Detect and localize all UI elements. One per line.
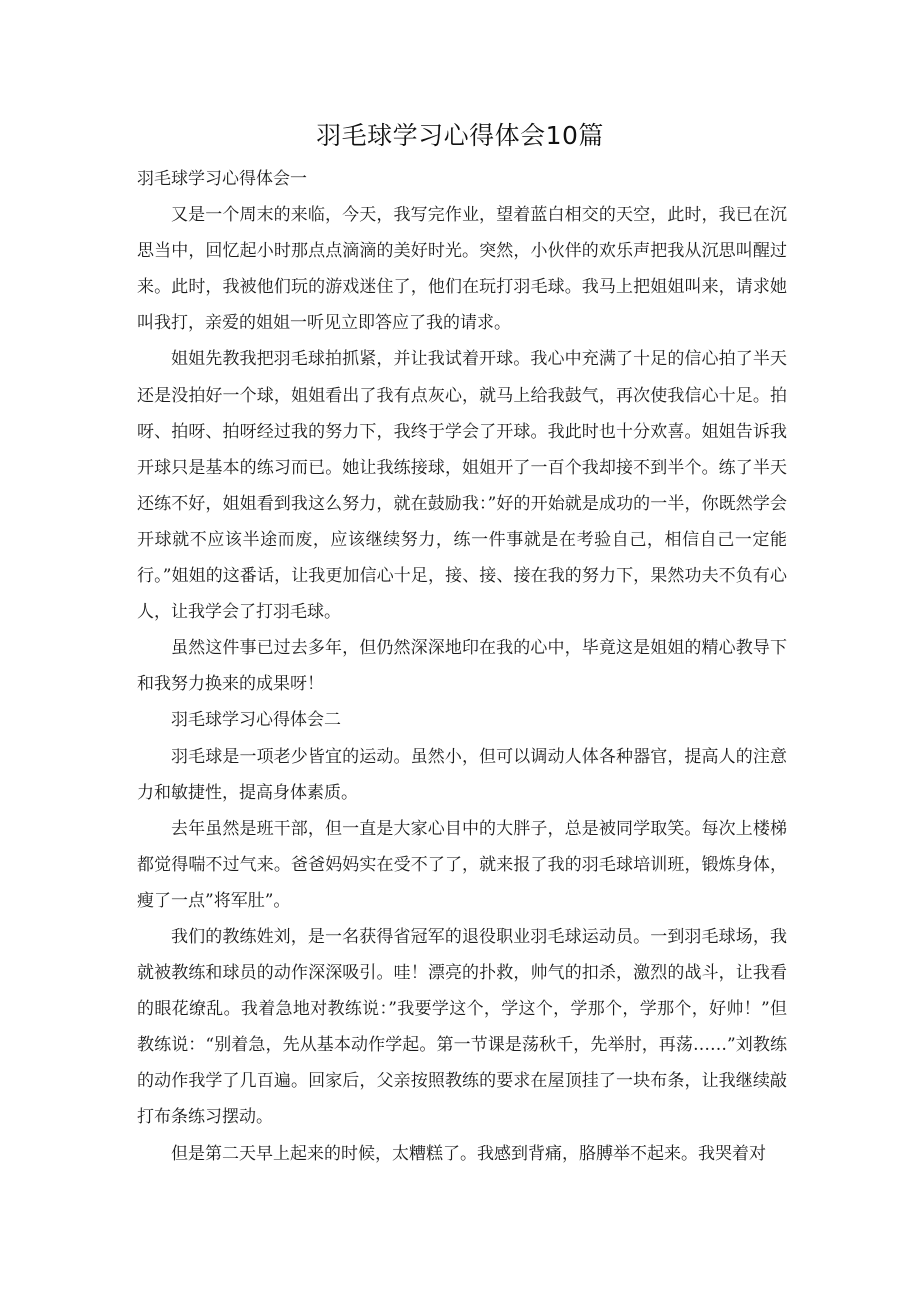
paragraph: 姐姐先教我把羽毛球拍抓紧，并让我试着开球。我心中充满了十足的信心拍了半天还是没拍好一个球，姐姐看出了我有点灰心，就马上给我鼓气，再次使我信心十足。拍呀、拍呀、拍呀经过我的努力下，我终于学会了开球。我此时也十分欢喜。姐姐告诉我开球只是基本的练习而已。她让我练接球，姐姐开了一百个我却接不到半个。练了半天还练不好，姐姐看到我这么努力，就在鼓励我：”好的开始就是成功的一半，你既然学会开球就不应该半途而废，应该继续努力，练一件事就是在考验自己，相信自己一定能行。”姐姐的这番话，让我更加信心十足，接、接、接在我的努力下，果然功夫不负有心人，让我学会了打羽毛球。 <box>137 349 787 623</box>
document-title: 羽毛球学习心得体会10篇 <box>316 121 604 150</box>
paragraph: 虽然这件事已过去多年，但仍然深深地印在我的心中，毕竟这是姐姐的精心教导下和我努力换来的成果呀！ <box>137 638 787 695</box>
paragraph: 又是一个周末的来临，今天，我写完作业，望着蓝白相交的天空，此时，我已在沉思当中，回忆起小时那点点滴滴的美好时光。突然，小伙伴的欢乐声把我从沉思叫醒过来。此时，我被他们玩的游戏迷住了，他们在玩打羽毛球。我马上把姐姐叫来，请求她叫我打，亲爱的姐姐一听见立即答应了我的请求。 <box>137 205 787 334</box>
paragraph: 但是第二天早上起来的时候，太糟糕了。我感到背痛，胳膊举不起来。我哭着对 <box>171 1143 766 1164</box>
section-heading-1: 羽毛球学习心得体会一 <box>137 169 307 189</box>
document-body <box>137 161 787 1172</box>
paragraph: 羽毛球是一项老少皆宜的运动。虽然小，但可以调动人体各种器官，提高人的注意力和敏捷性，提高身体素质。 <box>137 746 787 803</box>
paragraph: 我们的教练姓刘，是一名获得省冠军的退役职业羽毛球运动员。一到羽毛球场，我就被教练和球员的动作深深吸引。哇！漂亮的扑救，帅气的扣杀，激烈的战斗，让我看的眼花缭乱。我着急地对教练说：”我要学这个，学这个，学那个，学那个，好帅！”但教练说：“别着急，先从基本动作学起。第一节课是荡秋千，先举肘，再荡……”刘教练的动作我学了几百遍。回家后，父亲按照教练的要求在屋顶挂了一块布条，让我继续敲打布条练习摆动。 <box>137 926 787 1128</box>
paragraph: 去年虽然是班干部，但一直是大家心目中的大胖子，总是被同学取笑。每次上楼梯都觉得喘不过气来。爸爸妈妈实在受不了了，就来报了我的羽毛球培训班，锻炼身体，瘦了一点”将军肚”。 <box>137 818 787 911</box>
section-heading-2: 羽毛球学习心得体会二 <box>171 710 341 731</box>
